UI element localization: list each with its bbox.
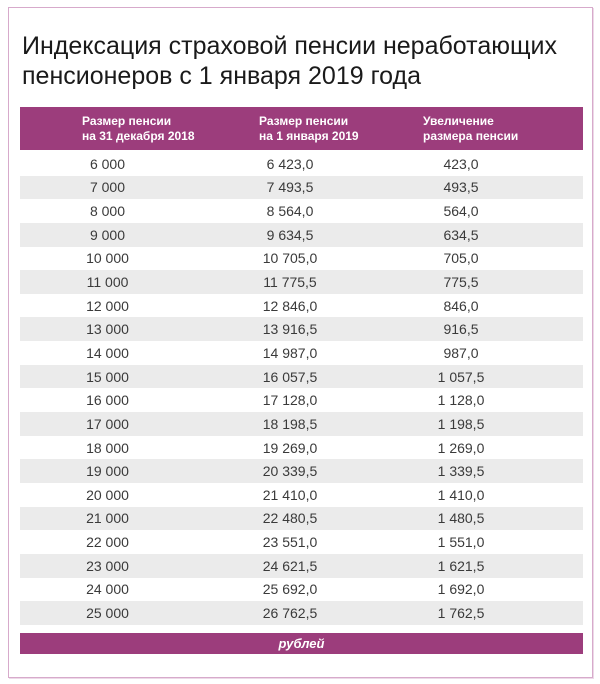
table-cell: 16 057,5 (262, 368, 318, 385)
table-footer-bar (20, 633, 583, 654)
table-row (20, 270, 583, 294)
table-cell: 916,5 (443, 321, 479, 338)
table-cell: 15 000 (86, 368, 129, 385)
table-cell: 23 000 (86, 557, 129, 574)
table-row (20, 459, 583, 483)
pension-indexation-table (20, 107, 583, 654)
table-cell: 20 000 (86, 486, 129, 503)
table-header-row (20, 107, 583, 150)
table-cell: 21 410,0 (262, 486, 318, 503)
table-row (20, 341, 583, 365)
table-row (20, 388, 583, 412)
table-cell: 1 621,5 (437, 557, 485, 574)
table-cell: 12 000 (86, 297, 129, 314)
table-cell: 10 000 (86, 250, 129, 267)
table-cell: 22 480,5 (262, 510, 318, 527)
table-cell: 1 269,0 (437, 439, 485, 456)
table-cell: 16 000 (86, 392, 129, 409)
table-cell: 1 692,0 (437, 581, 485, 598)
page-title-line2: пенсионеров с 1 января 2019 года (22, 62, 421, 90)
table-cell: 17 128,0 (262, 392, 318, 409)
table-row (20, 507, 583, 531)
table-cell: 13 916,5 (262, 321, 318, 338)
table-cell: 775,5 (443, 274, 479, 291)
column-header-line: на 1 января 2019 (259, 128, 359, 143)
table-cell: 493,5 (443, 179, 479, 196)
table-cell: 1 551,0 (437, 534, 485, 551)
table-cell: 22 000 (86, 534, 129, 551)
table-row (20, 530, 583, 554)
table-cell: 1 339,5 (437, 463, 485, 480)
column-header-line: Увеличение (423, 113, 494, 128)
table-row (20, 412, 583, 436)
table-cell: 19 269,0 (262, 439, 318, 456)
table-cell: 18 000 (86, 439, 129, 456)
table-cell: 11 775,5 (263, 274, 317, 291)
column-header-line: Размер пенсии (259, 113, 349, 128)
column-header-pension-2018 (20, 107, 195, 150)
table-cell: 7 000 (89, 179, 126, 196)
table-cell: 25 000 (86, 604, 129, 621)
table-cell: 9 000 (89, 226, 126, 243)
table-cell: 24 621,5 (262, 557, 318, 574)
table-cell: 13 000 (86, 321, 129, 338)
table-cell: 17 000 (86, 415, 129, 432)
table-cell: 21 000 (86, 510, 129, 527)
table-cell: 987,0 (443, 344, 479, 361)
page-title (22, 31, 582, 91)
table-cell: 1 762,5 (437, 604, 485, 621)
table-cell: 14 000 (86, 344, 129, 361)
column-header-line: Размер пенсии (82, 113, 172, 128)
table-row (20, 578, 583, 602)
table-cell: 24 000 (86, 581, 129, 598)
table-row (20, 436, 583, 460)
table-row (20, 152, 583, 176)
table-cell: 846,0 (443, 297, 479, 314)
table-cell: 1 480,5 (437, 510, 485, 527)
table-cell: 1 410,0 (437, 486, 485, 503)
table-cell: 12 846,0 (262, 297, 318, 314)
table-row (20, 247, 583, 271)
unit-label: рублей (278, 635, 325, 651)
table-cell: 18 198,5 (262, 415, 318, 432)
table-cell: 705,0 (443, 250, 479, 267)
table-cell: 26 762,5 (262, 604, 318, 621)
table-cell: 8 000 (89, 203, 126, 220)
table-cell: 10 705,0 (262, 250, 318, 267)
table-row (20, 554, 583, 578)
table-row (20, 365, 583, 389)
table-cell: 25 692,0 (262, 581, 318, 598)
table-cell: 23 551,0 (262, 534, 318, 551)
column-header-line: на 31 декабря 2018 (82, 128, 195, 143)
column-header-increase (385, 107, 583, 150)
column-header-pension-2019 (195, 107, 385, 150)
table-cell: 7 493,5 (266, 179, 314, 196)
page-title-line1: Индексация страховой пенсии неработающих (22, 32, 558, 60)
table-cell: 19 000 (86, 463, 129, 480)
column-header-line: размера пенсии (423, 128, 519, 143)
table-cell: 9 634,5 (266, 226, 314, 243)
table-row (20, 176, 583, 200)
table-row (20, 601, 583, 625)
table-cell: 11 000 (86, 274, 129, 291)
table-row (20, 223, 583, 247)
table-cell: 564,0 (443, 203, 479, 220)
table-cell: 423,0 (443, 155, 479, 172)
table-cell: 1 128,0 (437, 392, 485, 409)
table-cell: 8 564,0 (266, 203, 314, 220)
table-cell: 6 423,0 (266, 155, 314, 172)
table-row (20, 317, 583, 341)
table-row (20, 483, 583, 507)
table-cell: 1 198,5 (437, 415, 485, 432)
table-cell: 634,5 (443, 226, 479, 243)
table-cell: 1 057,5 (437, 368, 485, 385)
table-cell: 14 987,0 (262, 344, 318, 361)
table-body (20, 152, 583, 625)
table-cell: 20 339,5 (262, 463, 318, 480)
table-cell: 6 000 (89, 155, 126, 172)
table-row (20, 294, 583, 318)
table-row (20, 199, 583, 223)
